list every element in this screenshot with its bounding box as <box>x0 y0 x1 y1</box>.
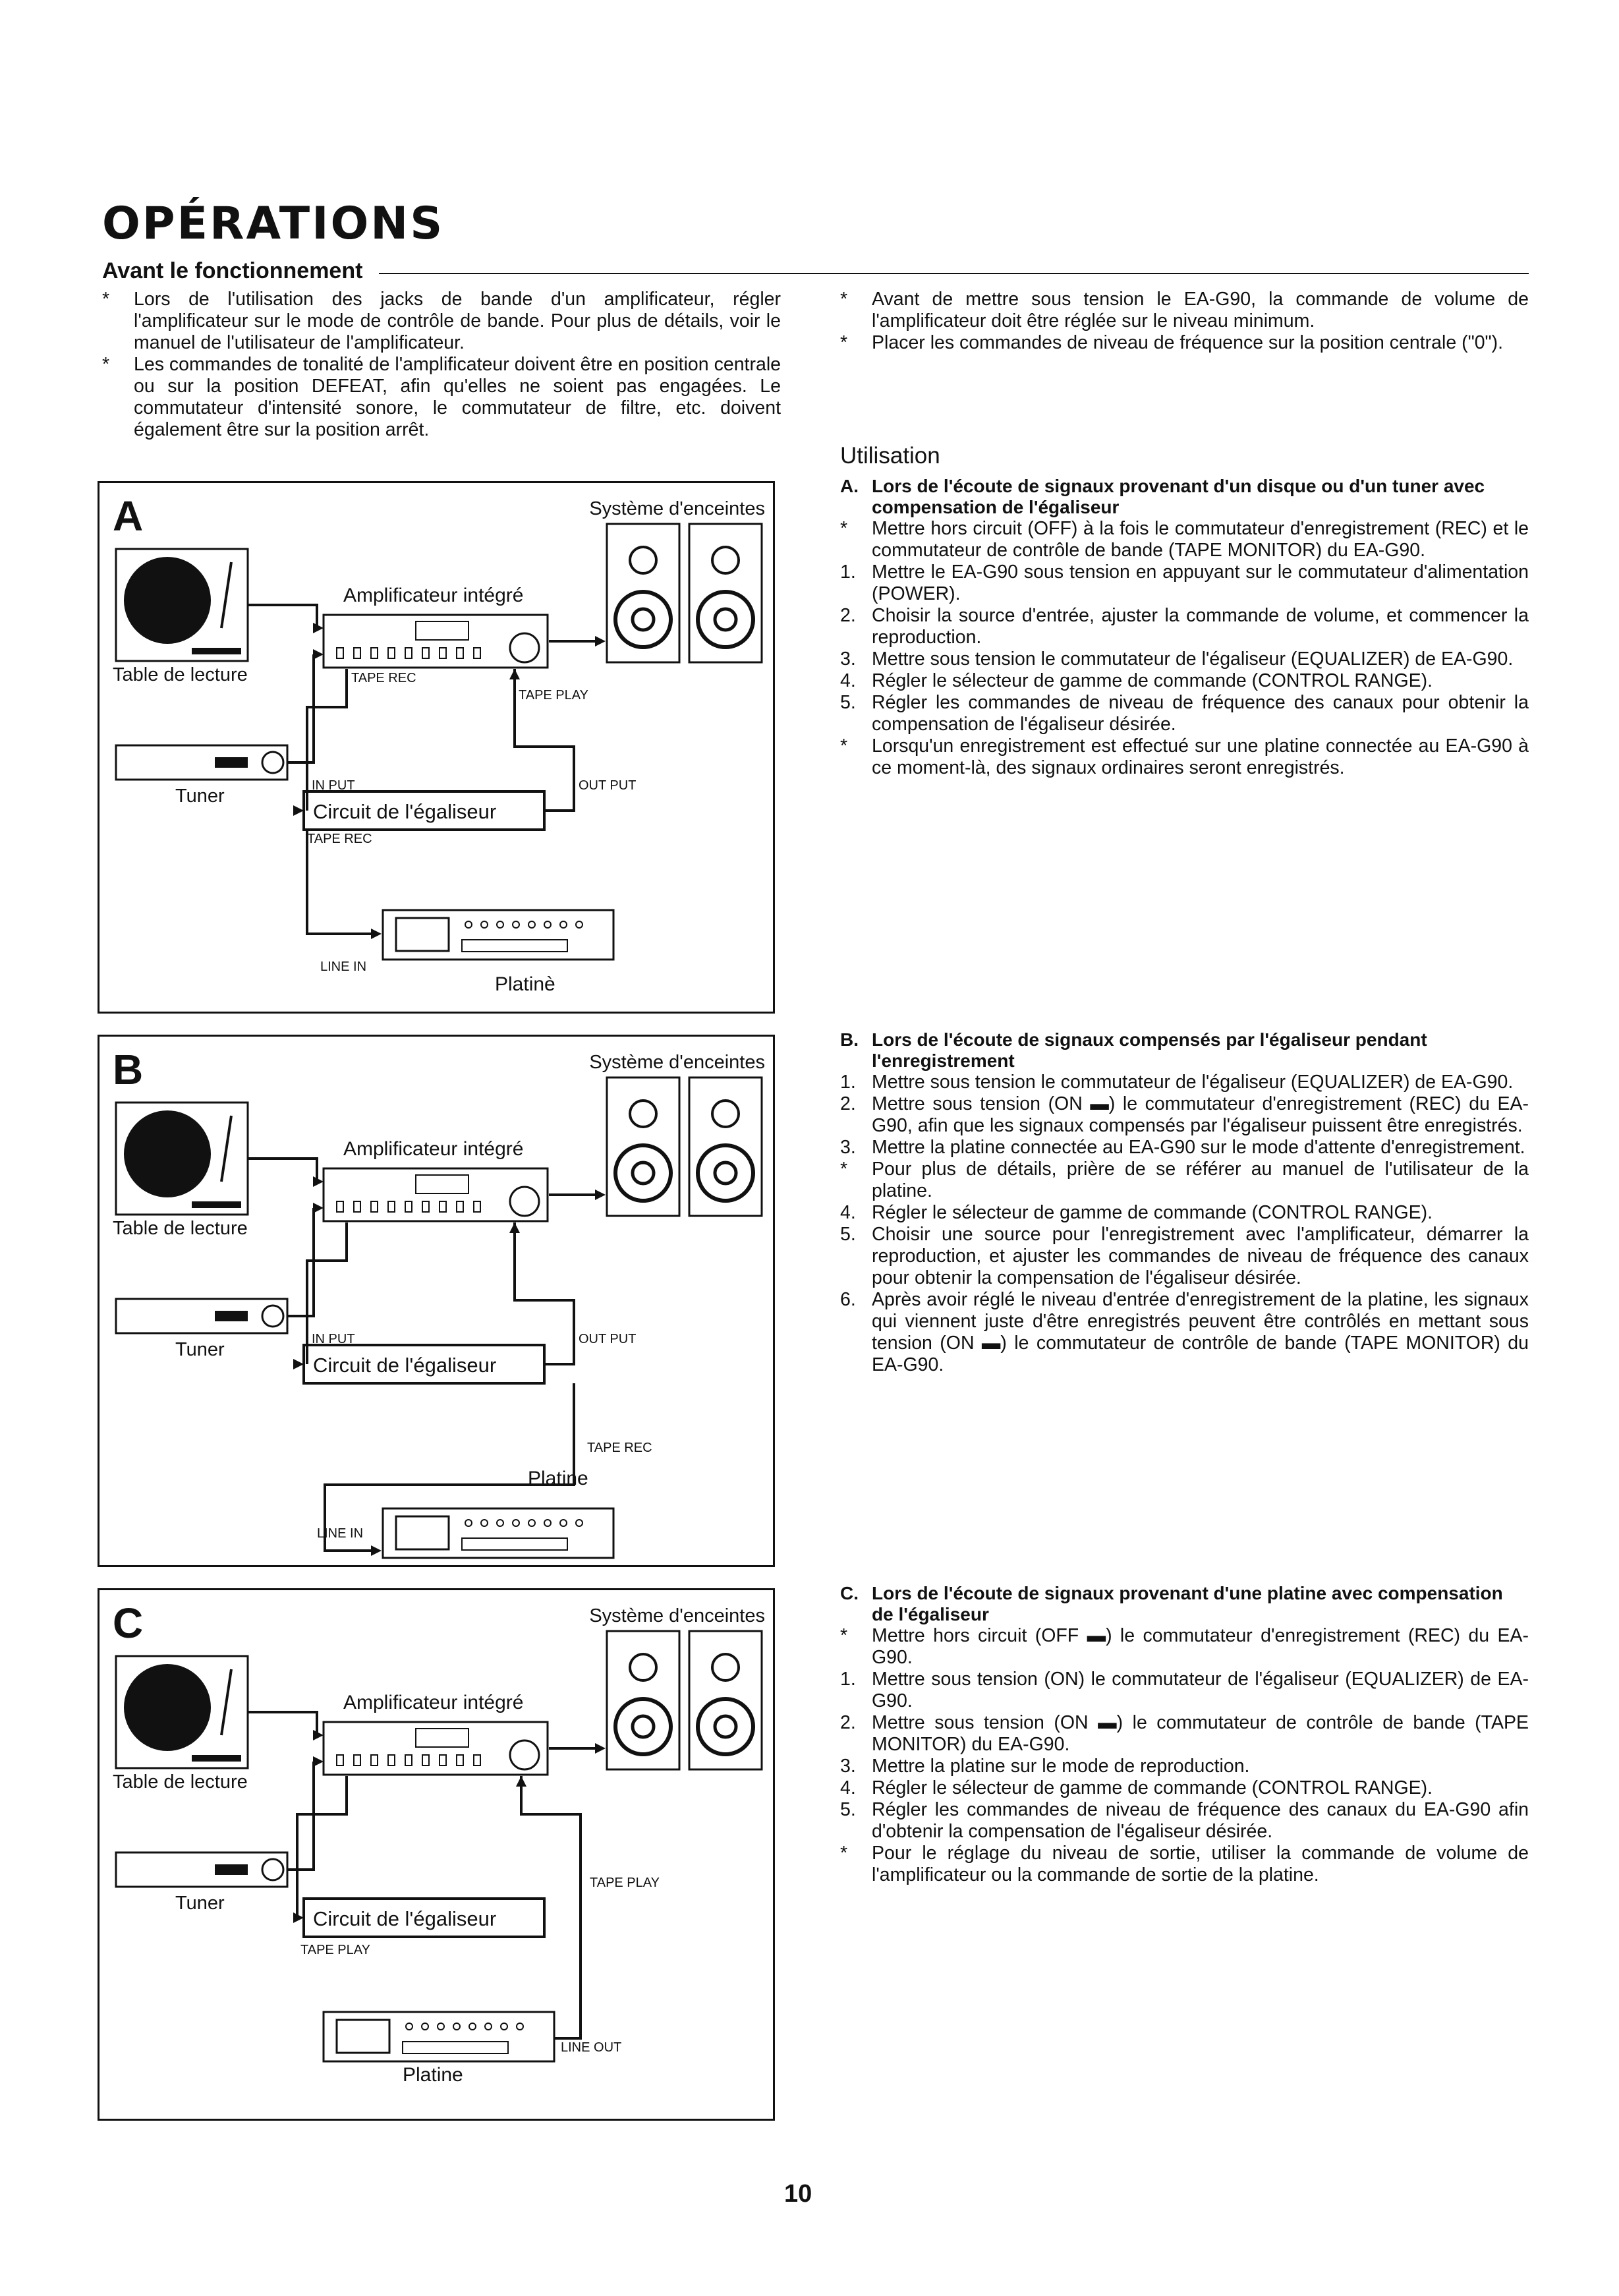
list-marker: 4. <box>840 670 856 691</box>
deck-button <box>517 2023 523 2030</box>
line-in-label: LINE IN <box>320 960 367 974</box>
tape-rec-label: TAPE REC <box>587 1441 652 1455</box>
list-marker: 5. <box>840 1799 856 1820</box>
deck-button <box>469 2023 476 2030</box>
list-item <box>840 1756 1529 1777</box>
diagram-b <box>98 1035 775 1567</box>
eq-to-amp-cable <box>515 1222 574 1364</box>
amplifier-display <box>416 1175 469 1193</box>
list-text: Mettre la platine connectée au EA-G90 sur le mode d'attente d'enregistrement. <box>872 1137 1525 1158</box>
avant-right-list <box>840 289 1529 354</box>
turntable-label: Table de lecture <box>113 664 248 685</box>
list-text: Placer les commandes de niveau de fréquence sur la position centrale ("0"). <box>872 332 1504 353</box>
in-put-label: IN PUT <box>312 1332 355 1346</box>
speaker-dustcap <box>715 1162 736 1184</box>
list-marker: 2. <box>840 1093 856 1114</box>
list-item <box>840 605 1529 648</box>
speaker-arrow <box>595 1743 606 1754</box>
turntable-label: Table de lecture <box>113 1771 248 1793</box>
equalizer-label: Circuit de l'égaliseur <box>313 800 497 823</box>
deck-button <box>544 1520 551 1526</box>
amp-tape-play-arrow <box>509 669 520 679</box>
tuner-label: Tuner <box>175 1339 225 1360</box>
list-item <box>840 1093 1529 1137</box>
line-out-label: LINE OUT <box>561 2040 622 2055</box>
list-text: Pour le réglage du niveau de sortie, utiliser la commande de volume de l'amplificateur ou la commande de sortie de la platine. <box>872 1843 1529 1885</box>
speaker-dustcap <box>715 609 736 630</box>
deck-button <box>560 1520 567 1526</box>
deck-label: Platine <box>528 1468 588 1489</box>
section-title-text: Lors de l'écoute de signaux provenant d'un disque ou d'un tuner avec compensation de l'égaliseur <box>872 476 1485 517</box>
speaker-dustcap <box>715 1716 736 1737</box>
heading-rule <box>379 273 1529 274</box>
list-marker: * <box>840 1625 848 1646</box>
page-title: OPÉRATIONS <box>102 198 445 250</box>
avant-left-list <box>102 289 781 441</box>
list-item <box>840 1137 1529 1159</box>
list-item <box>840 1669 1529 1712</box>
deck-button <box>501 2023 507 2030</box>
tuner-knob <box>262 1306 283 1327</box>
deck-cassette-door <box>396 1516 449 1549</box>
list-text: Mettre hors circuit (OFF ▬) le commutateur d'enregistrement (REC) du EA-G90. <box>872 1625 1529 1668</box>
amp-to-eq-cable <box>297 1776 347 1918</box>
deck-cassette-door <box>337 2020 389 2053</box>
list-item <box>840 670 1529 692</box>
list-item <box>840 1843 1529 1886</box>
section-steps <box>840 518 1529 779</box>
deck-meter <box>462 940 567 952</box>
list-item <box>840 1224 1529 1289</box>
speaker-tweeter <box>712 1654 739 1680</box>
section-label: A. <box>840 476 859 496</box>
diagram-c-svg <box>99 1590 773 2119</box>
diagram-a-svg <box>99 483 773 1012</box>
in-put-label: IN PUT <box>312 778 355 793</box>
tuner-arrow <box>313 649 324 660</box>
turntable-label: Table de lecture <box>113 1218 248 1239</box>
list-text: Avant de mettre sous tension le EA-G90, la commande de volume de l'amplificateur doit être réglée sur le niveau minimum. <box>872 289 1529 331</box>
list-item <box>840 692 1529 735</box>
list-item <box>840 332 1529 354</box>
deck-button <box>485 2023 492 2030</box>
tuner-label: Tuner <box>175 1893 225 1914</box>
list-marker: 1. <box>840 1072 856 1093</box>
deck-button <box>528 921 535 928</box>
list-item <box>840 1777 1529 1799</box>
speaker-tweeter <box>630 1101 656 1127</box>
deck-button <box>544 921 551 928</box>
list-item <box>840 1799 1529 1843</box>
deck-button <box>497 1520 503 1526</box>
deck-button <box>513 1520 519 1526</box>
deck-arrow <box>371 929 382 939</box>
turntable-controls <box>192 648 241 654</box>
turntable-platter <box>124 557 211 644</box>
speaker-tweeter <box>712 1101 739 1127</box>
utilisation-section-a <box>840 476 1529 779</box>
list-marker: * <box>840 289 848 310</box>
out-put-label: OUT PUT <box>579 778 637 793</box>
turntable-platter <box>124 1110 211 1197</box>
deck-button <box>481 1520 488 1526</box>
list-marker: 1. <box>840 1669 856 1690</box>
list-text: Mettre sous tension (ON ▬) le commutateur d'enregistrement (REC) du EA-G90, afin que les signaux compensés par l'égaliseur puissent être enregistrés. <box>872 1093 1529 1136</box>
tuner-arrow <box>313 1203 324 1213</box>
list-text: Choisir une source pour l'enregistrement avec l'amplificateur, démarrer la reproduction, et ajuster les commandes de niveau de fréquence des canaux pour obtenir la compensation de l'égaliseur désirée. <box>872 1224 1529 1288</box>
list-text: Régler les commandes de niveau de fréquence des canaux pour obtenir la compensation de l'égaliseur désirée. <box>872 692 1529 735</box>
amplifier-label: Amplificateur intégré <box>343 1692 524 1713</box>
tape-rec-label-2: TAPE REC <box>307 832 372 846</box>
amplifier-volume-knob <box>510 1187 539 1216</box>
amplifier-label: Amplificateur intégré <box>343 1138 524 1160</box>
list-text: Mettre sous tension (ON ▬) le commutateur de contrôle de bande (TAPE MONITOR) du EA-G90. <box>872 1712 1529 1755</box>
deck-button <box>513 921 519 928</box>
diagram-letter: C <box>113 1599 144 1647</box>
amp-tape-play-arrow <box>509 1222 520 1233</box>
list-text: Les commandes de tonalité de l'amplificateur doivent être en position centrale ou sur la position DEFEAT, afin qu'elles ne soient pas engagées. Le commutateur d'intensité sonore, le commutateur de filtre, etc. doivent également être sur la position arrêt. <box>134 354 781 440</box>
section-steps <box>840 1625 1529 1886</box>
list-marker: * <box>840 518 848 539</box>
list-item <box>102 354 781 441</box>
speakers-label: Système d'enceintes <box>589 1052 765 1073</box>
diagram-letter: B <box>113 1046 144 1093</box>
deck-button <box>481 921 488 928</box>
list-item <box>840 1202 1529 1224</box>
deck-meter <box>403 2042 508 2053</box>
section-title-text: Lors de l'écoute de signaux provenant d'une platine avec compensation de l'égaliseur <box>872 1583 1503 1624</box>
list-item <box>840 1712 1529 1756</box>
amplifier-volume-knob <box>510 633 539 662</box>
turntable-cable <box>248 1159 317 1182</box>
diagram-c <box>98 1588 775 2121</box>
deck-button <box>438 2023 444 2030</box>
list-item <box>840 1289 1529 1376</box>
list-marker: 3. <box>840 648 856 670</box>
list-text: Mettre sous tension le commutateur de l'égaliseur (EQUALIZER) de EA-G90. <box>872 648 1514 670</box>
list-item <box>840 735 1529 779</box>
section-title <box>840 1583 1529 1625</box>
speaker-dustcap <box>633 1162 654 1184</box>
list-item <box>840 1072 1529 1093</box>
deck-button <box>497 921 503 928</box>
speaker-arrow <box>595 636 606 646</box>
tuner-display <box>215 757 248 768</box>
utilisation-section-b <box>840 1029 1529 1376</box>
diagram-letter: A <box>113 492 144 540</box>
deck-label: Platine <box>403 2064 463 2086</box>
amplifier-volume-knob <box>510 1740 539 1769</box>
section-heading-avant: Avant le fonctionnement <box>102 258 363 283</box>
section-title <box>840 476 1529 518</box>
list-item <box>840 561 1529 605</box>
list-text: Mettre hors circuit (OFF) à la fois le commutateur d'enregistrement (REC) et le commutateur de contrôle de bande (TAPE MONITOR) du EA-G90. <box>872 518 1529 561</box>
list-marker: 2. <box>840 1712 856 1733</box>
eq-input-arrow <box>293 805 304 816</box>
speaker-tweeter <box>712 547 739 573</box>
list-text: Mettre sous tension le commutateur de l'égaliseur (EQUALIZER) de EA-G90. <box>872 1072 1514 1093</box>
tuner-knob <box>262 1859 283 1880</box>
list-marker: * <box>840 735 848 757</box>
list-text: Régler le sélecteur de gamme de commande (CONTROL RANGE). <box>872 1202 1433 1223</box>
tape-play-label: TAPE PLAY <box>590 1876 660 1890</box>
list-text: Pour plus de détails, prière de se référer au manuel de l'utilisateur de la platine. <box>872 1159 1529 1201</box>
tuner-label: Tuner <box>175 786 225 807</box>
list-text: Lors de l'utilisation des jacks de bande d'un amplificateur, régler l'amplificateur sur le mode de contrôle de bande. Pour plus de détails, voir le manuel de l'utilisateur de l'amplificateur. <box>134 289 781 353</box>
list-text: Mettre la platine sur le mode de reproduction. <box>872 1756 1250 1777</box>
list-text: Mettre sous tension (ON) le commutateur de l'égaliseur (EQUALIZER) de EA-G90. <box>872 1669 1529 1711</box>
list-item <box>840 1625 1529 1669</box>
equalizer-label: Circuit de l'égaliseur <box>313 1907 497 1930</box>
amplifier-display <box>416 1729 469 1747</box>
list-marker: 5. <box>840 692 856 713</box>
deck-cassette-door <box>396 918 449 951</box>
list-marker: 2. <box>840 605 856 626</box>
amp-tape-play-arrow <box>516 1776 526 1787</box>
tape-play-label-2: TAPE PLAY <box>300 1943 370 1957</box>
speaker-dustcap <box>633 609 654 630</box>
tape-play-label: TAPE PLAY <box>519 688 588 703</box>
eq-input-arrow <box>293 1359 304 1369</box>
deck-meter <box>462 1538 567 1550</box>
turntable-cable <box>248 1712 317 1735</box>
list-marker: * <box>840 332 848 353</box>
list-text: Lorsqu'un enregistrement est effectué sur une platine connectée au EA-G90 à ce moment-là, des signaux ordinaires seront enregistrés. <box>872 735 1529 778</box>
speaker-arrow <box>595 1190 606 1200</box>
list-text: Régler le sélecteur de gamme de commande (CONTROL RANGE). <box>872 670 1433 691</box>
section-label: C. <box>840 1583 859 1603</box>
list-marker: 6. <box>840 1289 856 1310</box>
tuner-arrow <box>313 1756 324 1767</box>
list-item <box>102 289 781 354</box>
list-marker: * <box>102 289 110 310</box>
amplifier-display <box>416 621 469 640</box>
deck-button <box>528 1520 535 1526</box>
tuner-display <box>215 1864 248 1875</box>
speaker-tweeter <box>630 547 656 573</box>
turntable-cable <box>248 605 317 628</box>
list-item <box>840 648 1529 670</box>
speaker-tweeter <box>630 1654 656 1680</box>
page-number: 10 <box>784 2180 812 2208</box>
amplifier-label: Amplificateur intégré <box>343 585 524 606</box>
list-marker: 1. <box>840 561 856 583</box>
deck-button <box>453 2023 460 2030</box>
list-text: Choisir la source d'entrée, ajuster la commande de volume, et commencer la reproduction. <box>872 605 1529 648</box>
list-item <box>840 518 1529 561</box>
tape-rec-label: TAPE REC <box>351 671 416 685</box>
list-marker: 4. <box>840 1777 856 1798</box>
deck-button <box>422 2023 428 2030</box>
turntable-controls <box>192 1755 241 1762</box>
list-marker: * <box>102 354 110 375</box>
deck-button <box>576 1520 582 1526</box>
line-in-label: LINE IN <box>317 1526 364 1541</box>
list-marker: * <box>840 1843 848 1864</box>
list-item <box>840 289 1529 332</box>
section-title <box>840 1029 1529 1072</box>
speakers-label: Système d'enceintes <box>589 1605 765 1626</box>
diagram-b-svg <box>99 1037 773 1565</box>
turntable-platter <box>124 1664 211 1751</box>
list-marker: 5. <box>840 1224 856 1245</box>
utilisation-section-c <box>840 1583 1529 1886</box>
diagram-a <box>98 481 775 1014</box>
deck-button <box>576 921 582 928</box>
deck-label: Platinè <box>495 973 555 995</box>
list-text: Régler les commandes de niveau de fréquence des canaux du EA-G90 afin d'obtenir la compensation de l'égaliseur désirée. <box>872 1799 1529 1842</box>
deck-button <box>406 2023 412 2030</box>
speakers-label: Système d'enceintes <box>589 498 765 519</box>
deck-button <box>560 921 567 928</box>
list-marker: 3. <box>840 1756 856 1777</box>
list-text: Après avoir réglé le niveau d'entrée d'enregistrement de la platine, les signaux qui viennent juste d'être enregistrés peuvent être contrôlés en mettant sous tension (ON ▬) le commutateur de contrôle de bande (TAPE MONITOR) du EA-G90. <box>872 1289 1529 1375</box>
section-heading-utilisation: Utilisation <box>840 443 940 469</box>
equalizer-label: Circuit de l'égaliseur <box>313 1354 497 1377</box>
deck-arrow <box>371 1545 382 1556</box>
tuner-knob <box>262 752 283 773</box>
list-marker: 3. <box>840 1137 856 1158</box>
tuner-display <box>215 1311 248 1321</box>
out-put-label: OUT PUT <box>579 1332 637 1346</box>
section-steps <box>840 1072 1529 1376</box>
list-text: Régler le sélecteur de gamme de commande (CONTROL RANGE). <box>872 1777 1433 1798</box>
section-label: B. <box>840 1029 859 1050</box>
speaker-dustcap <box>633 1716 654 1737</box>
list-text: Mettre le EA-G90 sous tension en appuyant sur le commutateur d'alimentation (POWER). <box>872 561 1529 604</box>
deck-button <box>465 1520 472 1526</box>
list-item <box>840 1159 1529 1202</box>
list-marker: * <box>840 1159 848 1180</box>
section-title-text: Lors de l'écoute de signaux compensés par l'égaliseur pendant l'enregistrement <box>872 1029 1427 1071</box>
turntable-controls <box>192 1201 241 1208</box>
deck-button <box>465 921 472 928</box>
list-marker: 4. <box>840 1202 856 1223</box>
